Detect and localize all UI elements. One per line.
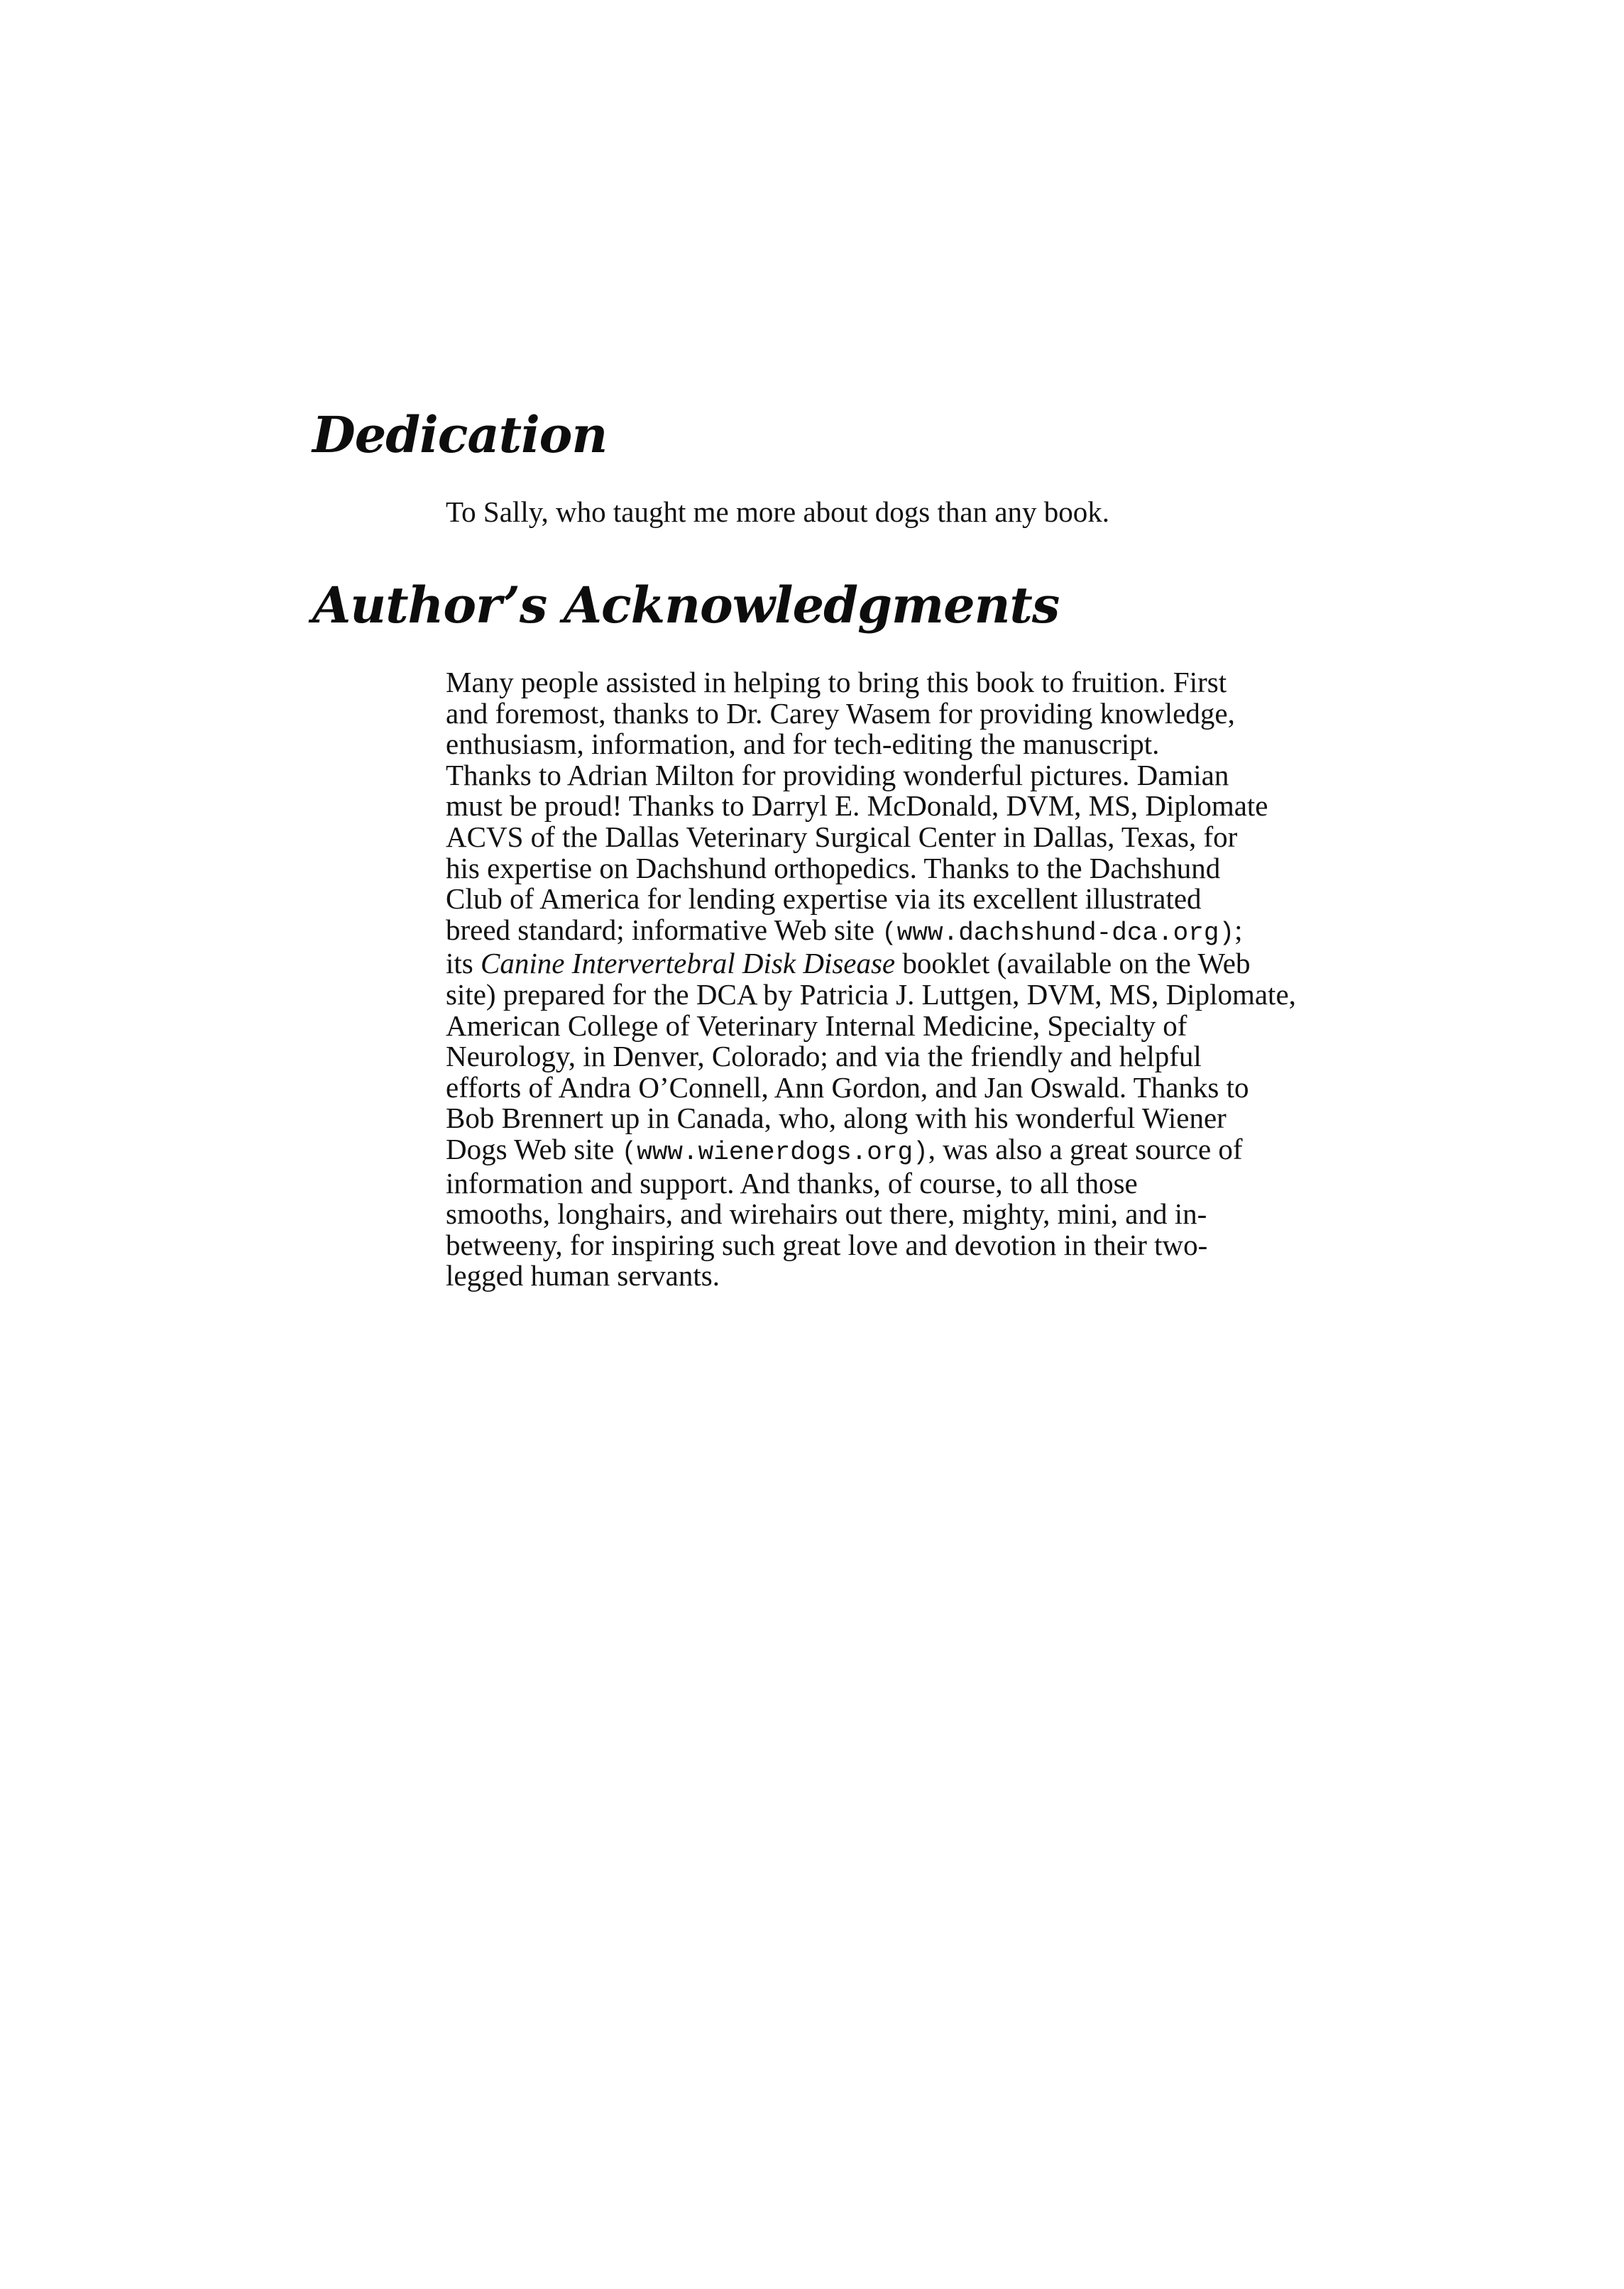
line-text: Dogs Web site <box>446 1132 622 1165</box>
acknowledgments-paragraph <box>446 667 1333 1292</box>
paragraph-line: information and support. And thanks, of course, to all those <box>446 1166 1138 1200</box>
paragraph-line: Neurology, in Denver, Colorado; and via the friendly and helpful <box>446 1040 1202 1073</box>
paragraph-line: his expertise on Dachshund orthopedics. Thanks to the Dachshund <box>446 851 1221 884</box>
paragraph-line <box>446 1134 1333 1168</box>
paragraph-line: and foremost, thanks to Dr. Carey Wasem for providing knowledge, <box>446 696 1235 730</box>
line-text: ; <box>1234 913 1243 946</box>
booklet-title: Canine Intervertebral Disk Disease <box>481 947 896 980</box>
paragraph-line: Many people assisted in helping to bring this book to fruition. First <box>446 666 1227 698</box>
paragraph-line: smooths, longhairs, and wirehairs out there, mighty, mini, and in- <box>446 1197 1207 1231</box>
line-text: , was also a great source of <box>928 1132 1243 1165</box>
dca-website-url: (www.dachshund-dca.org) <box>882 918 1235 948</box>
paragraph-line: legged human servants. <box>446 1259 720 1292</box>
paragraph-line: American College of Veterinary Internal Medicine, Specialty of <box>446 1009 1187 1042</box>
paragraph-line: enthusiasm, information, and for tech-editing the manuscript. <box>446 728 1160 761</box>
line-text: breed standard; informative Web site <box>446 913 882 946</box>
paragraph-line: efforts of Andra O’Connell, Ann Gordon, and Jan Oswald. Thanks to <box>446 1070 1249 1104</box>
dedication-heading: Dedication <box>312 405 608 464</box>
line-text: its <box>446 947 481 980</box>
paragraph-line: Bob Brennert up in Canada, who, along with his wonderful Wiener <box>446 1102 1227 1135</box>
dedication-text: To Sally, who taught me more about dogs than any book. <box>446 495 1110 528</box>
paragraph-line: Club of America for lending expertise via its excellent illustrated <box>446 882 1202 916</box>
paragraph-line: ACVS of the Dallas Veterinary Surgical Center in Dallas, Texas, for <box>446 820 1238 853</box>
paragraph-line: Thanks to Adrian Milton for providing wonderful pictures. Damian <box>446 758 1229 791</box>
paragraph-line: site) prepared for the DCA by Patricia J. Luttgen, DVM, MS, Diplomate, <box>446 977 1296 1011</box>
wienerdogs-website-url: (www.wienerdogs.org) <box>621 1137 928 1167</box>
acknowledgments-heading: Author’s Acknowledgments <box>312 576 1060 635</box>
paragraph-line <box>446 915 1333 949</box>
paragraph-line: must be proud! Thanks to Darryl E. McDonald, DVM, MS, Diplomate <box>446 789 1268 823</box>
paragraph-line: betweeny, for inspiring such great love and devotion in their two- <box>446 1228 1208 1261</box>
line-text: booklet (available on the Web <box>895 947 1251 980</box>
paragraph-line <box>446 948 1333 979</box>
